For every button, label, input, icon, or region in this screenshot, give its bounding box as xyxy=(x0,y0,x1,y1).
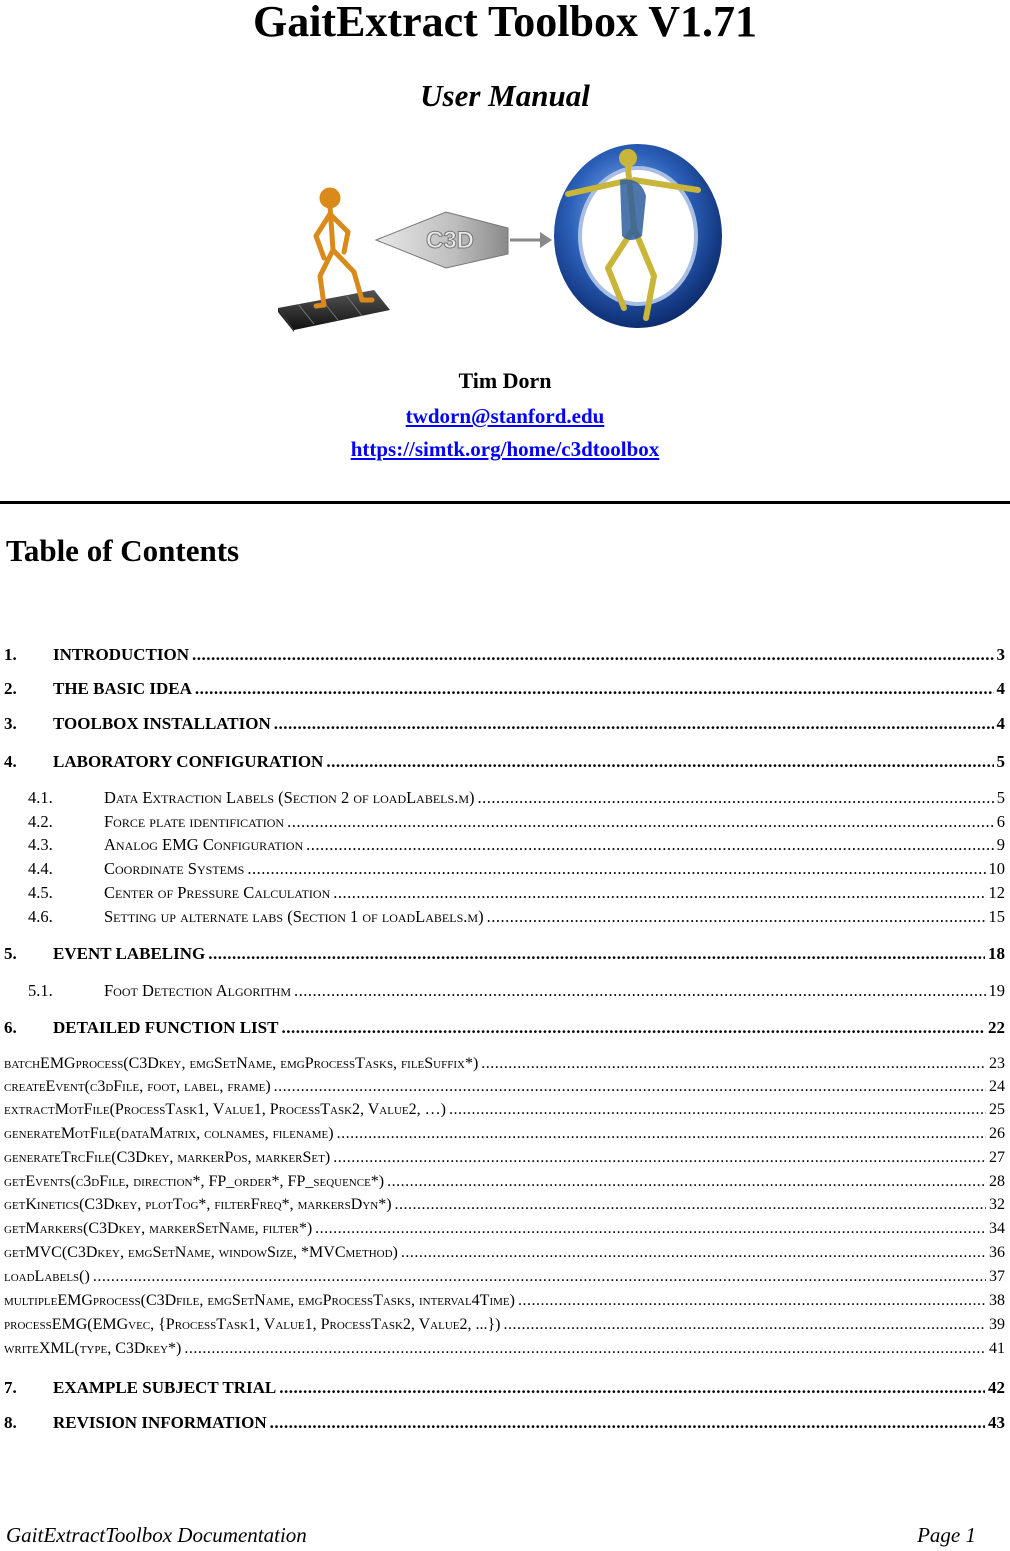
horizontal-divider xyxy=(0,501,1010,504)
toc-entry[interactable] xyxy=(0,1018,1010,1040)
toc-entry-number: 4.4. xyxy=(28,859,53,878)
toc-entry-title: TOOLBOX INSTALLATION xyxy=(53,714,271,733)
toc-dot-leader xyxy=(518,1292,986,1310)
toc-entry[interactable] xyxy=(0,907,1010,929)
toc-entry-title: THE BASIC IDEA xyxy=(53,679,192,698)
toc-entry-page: 15 xyxy=(988,907,1005,926)
toc-entry-page: 22 xyxy=(988,1018,1005,1037)
toc-dot-leader xyxy=(270,1413,985,1433)
toc-entry-title: getKinetics(C3Dkey, plotTog*, filterFreq*, markersDyn*) xyxy=(4,1196,392,1213)
toc-entry-title: generateMotFile(dataMatrix, colnames, filename) xyxy=(4,1125,334,1142)
toc-entry-title: getMVC(C3Dkey, emgSetName, windowSize, *MVCmethod) xyxy=(4,1244,398,1261)
toc-entry-number: 4.2. xyxy=(28,812,53,831)
toc-entry-title: writeXML(type, C3Dkey*) xyxy=(4,1340,182,1357)
toc-heading: Table of Contents xyxy=(6,533,240,568)
toc-entry[interactable] xyxy=(0,944,1010,966)
toc-entry[interactable] xyxy=(0,1292,1010,1314)
toc-entry[interactable] xyxy=(0,859,1010,881)
toc-dot-leader xyxy=(93,1268,986,1286)
toc-entry[interactable] xyxy=(0,1173,1010,1195)
toc-entry-page: 37 xyxy=(989,1268,1005,1285)
toc-entry-title: Coordinate Systems xyxy=(104,859,245,878)
toc-entry-number: 7. xyxy=(4,1378,17,1397)
toc-entry-title: Data Extraction Labels (Section 2 of loadLabels.m) xyxy=(104,788,475,807)
toc-entry[interactable] xyxy=(0,1316,1010,1338)
toc-entry-page: 4 xyxy=(996,714,1005,733)
toc-dot-leader xyxy=(481,1055,986,1073)
toc-dot-leader xyxy=(281,1018,985,1038)
c3d-badge-text: C3D xyxy=(426,227,475,254)
toc-dot-leader xyxy=(449,1101,986,1119)
toc-entry[interactable] xyxy=(0,1101,1010,1123)
toc-entry-number: 3. xyxy=(4,714,17,733)
skeleton-figure xyxy=(316,190,372,306)
toc-entry[interactable] xyxy=(0,1413,1010,1435)
toc-entry[interactable] xyxy=(0,1244,1010,1266)
toc-dot-leader xyxy=(294,981,986,1001)
toc-entry-title: Foot Detection Algorithm xyxy=(104,981,291,1000)
toc-dot-leader xyxy=(387,1173,986,1191)
toc-dot-leader xyxy=(247,859,985,879)
toc-entry-page: 3 xyxy=(996,645,1005,664)
toc-entry-title: EXAMPLE SUBJECT TRIAL xyxy=(53,1378,277,1397)
toc-entry-page: 26 xyxy=(989,1125,1005,1142)
toc-dot-leader xyxy=(192,645,993,665)
toc-entry-number: 4.1. xyxy=(28,788,53,807)
toc-entry-title: Setting up alternate labs (Section 1 of loadLabels.m) xyxy=(104,907,484,926)
toc-dot-leader xyxy=(395,1196,986,1214)
toc-entry[interactable] xyxy=(0,1149,1010,1171)
toc-entry[interactable] xyxy=(0,714,1010,736)
toc-entry-title: extractMotFile(ProcessTask1, Value1, ProcessTask2, Value2, …) xyxy=(4,1101,446,1118)
toc-entry[interactable] xyxy=(0,1220,1010,1242)
toc-entry[interactable] xyxy=(0,812,1010,834)
toc-entry-page: 10 xyxy=(988,859,1005,878)
toc-entry-page: 27 xyxy=(989,1149,1005,1166)
project-url-link[interactable]: https://simtk.org/home/c3dtoolbox xyxy=(350,437,660,461)
toc-entry-number: 5. xyxy=(4,944,17,963)
project-url-row xyxy=(0,437,1010,462)
toc-entry-page: 4 xyxy=(996,679,1005,698)
toc-entry-page: 28 xyxy=(989,1173,1005,1190)
toc-dot-leader xyxy=(306,835,994,855)
toc-entry-page: 32 xyxy=(989,1196,1005,1213)
toc-entry-title: loadLabels() xyxy=(4,1268,90,1285)
toc-dot-leader xyxy=(287,812,994,832)
toc-entry-number: 8. xyxy=(4,1413,17,1432)
toc-entry-page: 24 xyxy=(989,1078,1005,1095)
toc-dot-leader xyxy=(315,1220,986,1238)
toc-entry-page: 19 xyxy=(988,981,1005,1000)
toc-dot-leader xyxy=(208,944,985,964)
toc-entry[interactable] xyxy=(0,752,1010,774)
toc-dot-leader xyxy=(504,1316,987,1334)
toc-entry-number: 5.1. xyxy=(28,981,53,1000)
toc-entry[interactable] xyxy=(0,883,1010,905)
c3d-conversion-arrow xyxy=(376,212,552,268)
toc-entry-page: 25 xyxy=(989,1101,1005,1118)
toc-entry-title: REVISION INFORMATION xyxy=(53,1413,267,1432)
toc-entry-page: 5 xyxy=(996,752,1005,771)
toc-entry[interactable] xyxy=(0,1268,1010,1290)
toc-entry-number: 4.6. xyxy=(28,907,53,926)
toc-entry-title: DETAILED FUNCTION LIST xyxy=(53,1018,279,1037)
author-name: Tim Dorn xyxy=(458,368,552,393)
toc-entry-page: 34 xyxy=(989,1220,1005,1237)
toc-dot-leader xyxy=(279,1378,985,1398)
toc-entry[interactable] xyxy=(0,645,1010,667)
opensim-ring-logo xyxy=(554,144,722,328)
toc-entry-number: 4.5. xyxy=(28,883,53,902)
footer-doc-name: GaitExtractToolbox Documentation xyxy=(6,1523,307,1547)
toc-dot-leader xyxy=(333,883,985,903)
toc-entry-title: Force plate identification xyxy=(104,812,285,831)
toc-entry[interactable] xyxy=(0,981,1010,1003)
toc-entry-number: 1. xyxy=(4,645,17,664)
toc-entry-title: getEvents(c3dFile, direction*, FP_order*, FP_sequence*) xyxy=(4,1173,385,1190)
toc-entry-number: 4.3. xyxy=(28,835,53,854)
toc-entry-title: createEvent(c3dFile, foot, label, frame) xyxy=(4,1078,271,1095)
toc-dot-leader xyxy=(337,1125,986,1143)
toc-dot-leader xyxy=(274,1078,986,1096)
toc-dot-leader xyxy=(401,1244,986,1262)
author-email-link[interactable]: twdorn@stanford.edu xyxy=(405,404,605,428)
toc-entry-title: Center of Pressure Calculation xyxy=(104,883,331,902)
toc-entry[interactable] xyxy=(0,679,1010,701)
toc-entry-title: getMarkers(C3Dkey, markerSetName, filter*) xyxy=(4,1220,313,1237)
toc-entry[interactable] xyxy=(0,835,1010,857)
toc-entry[interactable] xyxy=(0,1378,1010,1400)
toc-entry-number: 4. xyxy=(4,752,17,771)
toc-entry[interactable] xyxy=(0,788,1010,810)
toc-entry-title: EVENT LABELING xyxy=(53,944,206,963)
toc-entry-title: multipleEMGprocess(C3Dfile, emgSetName, emgProcessTasks, interval4Time) xyxy=(4,1292,515,1309)
toc-entry-page: 9 xyxy=(996,835,1005,854)
toc-entry-page: 6 xyxy=(996,812,1005,831)
toc-entry[interactable] xyxy=(0,1196,1010,1218)
toc-entry-page: 38 xyxy=(989,1292,1005,1309)
force-plate-platform xyxy=(278,290,390,332)
toc-entry[interactable] xyxy=(0,1055,1010,1077)
toc-entry-page: 5 xyxy=(996,788,1005,807)
toc-dot-leader xyxy=(333,1149,986,1167)
toc-entry-page: 12 xyxy=(988,883,1005,902)
toc-entry[interactable] xyxy=(0,1078,1010,1100)
toc-entry-number: 6. xyxy=(4,1018,17,1037)
document-subtitle: User Manual xyxy=(420,78,590,113)
toc-dot-leader xyxy=(274,714,994,734)
toc-dot-leader xyxy=(326,752,993,772)
toc-entry-title: LABORATORY CONFIGURATION xyxy=(53,752,324,771)
toc-entry[interactable] xyxy=(0,1125,1010,1147)
toolbox-logo xyxy=(278,140,732,332)
toc-entry-title: processEMG(EMGvec, {ProcessTask1, Value1, ProcessTask2, Value2, ...}) xyxy=(4,1316,501,1333)
author-email-row xyxy=(0,404,1010,429)
footer-page-number: Page 1 xyxy=(917,1523,976,1547)
toc-entry-page: 41 xyxy=(989,1340,1005,1357)
toc-entry-page: 23 xyxy=(989,1055,1005,1072)
toc-entry-number: 2. xyxy=(4,679,17,698)
toc-entry-title: generateTrcFile(C3Dkey, markerPos, markerSet) xyxy=(4,1149,331,1166)
toc-entry-title: batchEMGprocess(C3Dkey, emgSetName, emgProcessTasks, fileSuffix*) xyxy=(4,1055,479,1072)
toc-dot-leader xyxy=(184,1340,986,1358)
toc-entry-title: INTRODUCTION xyxy=(53,645,190,664)
toc-entry[interactable] xyxy=(0,1340,1010,1362)
toc-dot-leader xyxy=(487,907,986,927)
toc-entry-page: 18 xyxy=(988,944,1005,963)
toc-dot-leader xyxy=(195,679,994,699)
toc-entry-page: 43 xyxy=(988,1413,1005,1432)
toc-entry-page: 39 xyxy=(989,1316,1005,1333)
toc-entry-title: Analog EMG Configuration xyxy=(104,835,304,854)
toc-entry-page: 42 xyxy=(988,1378,1005,1397)
document-title: GaitExtract Toolbox V1.71 xyxy=(252,0,757,46)
toc-entry-page: 36 xyxy=(989,1244,1005,1261)
toc-dot-leader xyxy=(477,788,993,808)
